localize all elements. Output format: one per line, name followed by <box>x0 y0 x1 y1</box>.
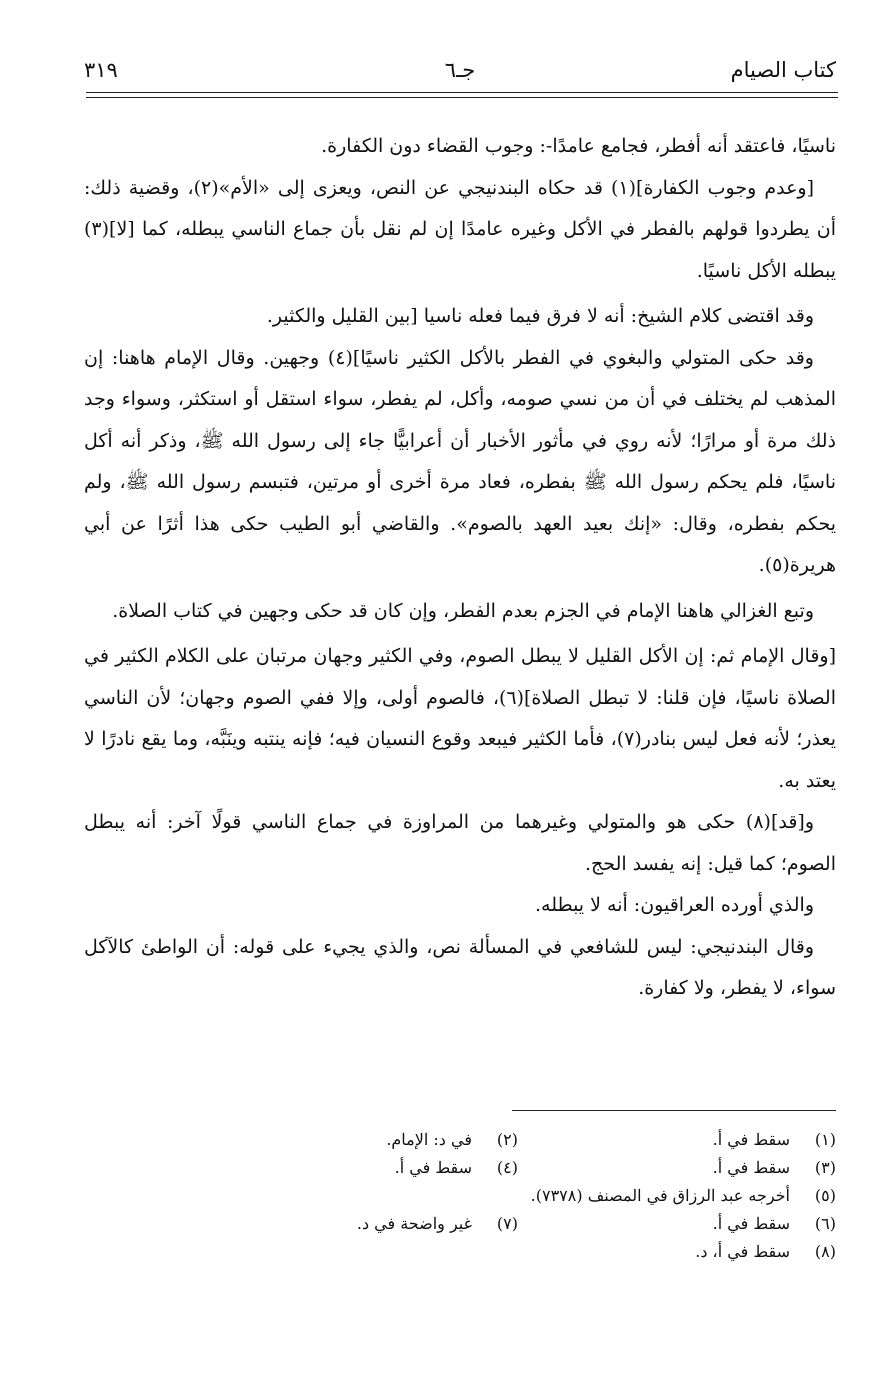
paragraph: و[قد](٨) حكى هو والمتولي وغيرهما من المراوزة في جماع الناسي قولًا آخر: أنه يبطل الصوم؛ كما قيل: إنه يفسد الحج. <box>84 811 836 875</box>
footnote-text: سقط في أ. <box>394 1158 472 1177</box>
paragraph: [وقال الإمام ثم: إن الأكل القليل لا يبطل الصوم، وفي الكثير وجهان مرتبان على الكلام الكثير في الصلاة ناسيًا، فإن قلنا: لا تبطل الصلاة](٦)، فالصوم أولى، وإلا ففي الصوم وجهان؛ لأن الناسي يعذر؛ لأنه فعل ليس بنادر(٧)، فأما الكثير فيبعد وقوع النسيان فيه؛ فإنه ينتبه وينَبَّه، وما يقع نادرًا لا يعتد به. <box>84 645 836 792</box>
paragraph: ناسيًا، فاعتقد أنه أفطر، فجامع عامدًا-: وجوب القضاء دون الكفارة. <box>321 135 836 157</box>
footnote-number: (٣) <box>814 1158 836 1177</box>
footnote <box>200 1126 518 1154</box>
paragraph: والذي أورده العراقيون: أنه لا يبطله. <box>534 894 814 916</box>
page-number: ٣١٩ <box>84 58 118 82</box>
footnote-number: (١) <box>814 1130 836 1149</box>
paragraph: [وعدم وجوب الكفارة](١) قد حكاه البندنيجي عن النص، ويعزى إلى «الأم»(٢)، وقضية ذلك: أن يطردوا قولهم بالفطر في الأكل وغيره عامدًا إن لم نقل بأن جماع الناسي يبطله، كما [لا](٣) يبطله الأكل ناسيًا. <box>84 176 836 282</box>
book-title: كتاب الصيام <box>730 58 836 82</box>
header-rule <box>86 92 838 93</box>
footnote <box>518 1210 836 1238</box>
footnote <box>200 1182 836 1210</box>
header-rule-thin <box>86 97 838 98</box>
footnotes <box>200 1126 836 1266</box>
paragraph: وقال البندنيجي: ليس للشافعي في المسألة نص، والذي يجيء على قوله: أن الواطئ كالآكل سواء، لا يفطر، ولا كفارة. <box>84 935 836 999</box>
footnote-text: سقط في أ. <box>712 1130 790 1149</box>
footnote-text: أخرجه عبد الرزاق في المصنف (٧٣٧٨). <box>530 1186 790 1205</box>
footnote <box>518 1238 836 1266</box>
footnote-number: (٢) <box>496 1130 518 1149</box>
footnote-number: (٧) <box>496 1214 518 1233</box>
footnote-text: سقط في أ، د. <box>695 1242 790 1261</box>
footnote-text: سقط في أ. <box>712 1214 790 1233</box>
footnote <box>518 1154 836 1182</box>
footnote-text: في د: الإمام. <box>386 1130 472 1149</box>
footnote-text: سقط في أ. <box>712 1158 790 1177</box>
running-header <box>84 56 836 90</box>
footnote <box>200 1210 518 1238</box>
main-text <box>84 126 836 1010</box>
footnote <box>518 1126 836 1154</box>
footnote-number: (٥) <box>814 1186 836 1205</box>
volume-label: جـ٦ <box>444 58 476 82</box>
footnote-rule <box>512 1110 836 1111</box>
footnote-number: (٨) <box>814 1242 836 1261</box>
footnote-number: (٤) <box>496 1158 518 1177</box>
footnote-text: غير واضحة في د. <box>356 1214 472 1233</box>
paragraph: وقد حكى المتولي والبغوي في الفطر بالأكل الكثير ناسيًا](٤) وجهين. وقال الإمام هاهنا: إن المذهب لم يختلف في أن من نسي صومه، وأكل، لم يفطر، سواء استقل أو استكثر، وسواء وجد ذلك مرة أو مرارًا؛ لأنه روي في مأثور الأخبار أن أعرابيًّا جاء إلى رسول الله ﷺ، وذكر أنه أكل ناسيًا، فلم يحكم رسول الله ﷺ بفطره، فعاد مرة أخرى أو مرتين، فتبسم رسول الله ﷺ، ولم يحكم بفطره، وقال: «إنك بعيد العهد بالصوم». والقاضي أبو الطيب حكى هذا أثرًا عن أبي هريرة(٥). <box>84 346 836 576</box>
footnote-number: (٦) <box>814 1214 836 1233</box>
paragraph: وقد اقتضى كلام الشيخ: أنه لا فرق فيما فعله ناسيا [بين القليل والكثير. <box>266 305 814 327</box>
paragraph: وتبع الغزالي هاهنا الإمام في الجزم بعدم الفطر، وإن كان قد حكى وجهين في كتاب الصلاة. <box>112 599 814 622</box>
footnote <box>200 1154 518 1182</box>
